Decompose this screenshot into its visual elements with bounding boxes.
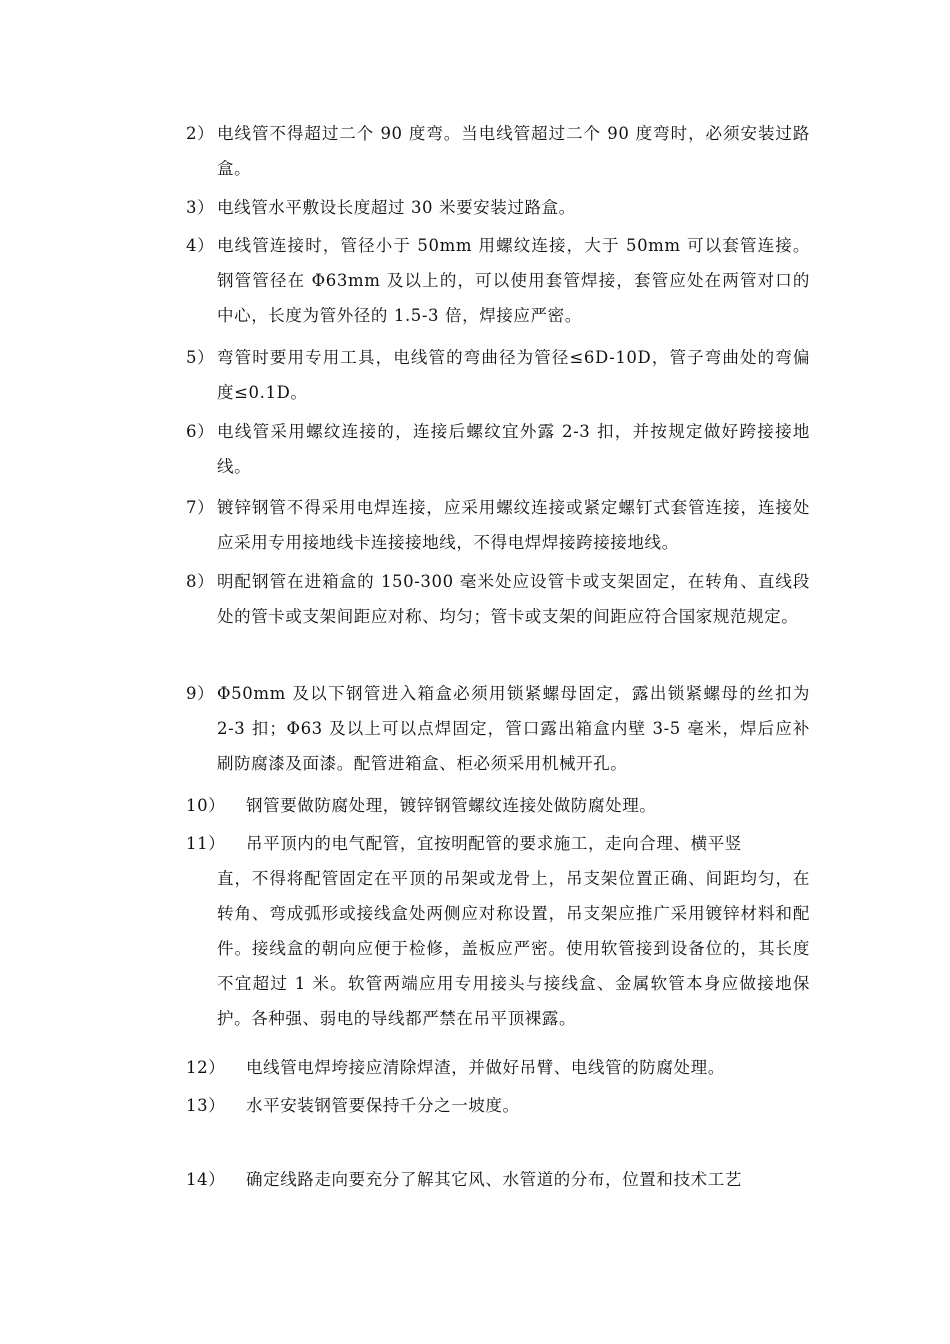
- item-number: 3）: [186, 198, 215, 217]
- list-item: [186, 1050, 810, 1085]
- list-item: [186, 414, 810, 484]
- item-number: 6）: [186, 422, 215, 441]
- list-item: [186, 826, 810, 1036]
- item-text: Φ50mm 及以下钢管进入箱盒必须用锁紧螺母固定，露出锁紧螺母的丝扣为 2-3 扣；Φ63 及以上可以点焊固定，管口露出箱盒内壁 3-5 毫米，焊后应补刷防腐漆及面漆。配管进箱盒、柜必须采用机械开孔。: [217, 684, 810, 773]
- list-item: [186, 190, 810, 225]
- list-item: [186, 228, 810, 333]
- list-item: [186, 490, 810, 560]
- item-number: 8）: [186, 572, 215, 591]
- item-number: 11）: [186, 834, 226, 853]
- item-text: 水平安装钢管要保持千分之一坡度。: [246, 1096, 520, 1115]
- item-text: 电线管电焊垮接应清除焊渣，并做好吊臂、电线管的防腐处理。: [246, 1058, 725, 1077]
- item-text: 电线管不得超过二个 90 度弯。当电线管超过二个 90 度弯时，必须安装过路盒。: [217, 124, 810, 178]
- list-item: [186, 116, 810, 186]
- item-number: 12）: [186, 1058, 226, 1077]
- item-text-first-line: 吊平顶内的电气配管，宜按明配管的要求施工，走向合理、横平竖: [246, 834, 742, 853]
- list-item: [186, 676, 810, 781]
- item-number: 9）: [186, 684, 215, 703]
- item-text: 明配钢管在进箱盒的 150-300 毫米处应设管卡或支架固定，在转角、直线段处的管卡或支架间距应对称、均匀；管卡或支架的间距应符合国家规范规定。: [217, 572, 810, 626]
- item-number: 13）: [186, 1096, 226, 1115]
- item-number: 10）: [186, 796, 226, 815]
- list-item: [186, 340, 810, 410]
- item-text: 镀锌钢管不得采用电焊连接，应采用螺纹连接或紧定螺钉式套管连接，连接处应采用专用接地线卡连接接地线，不得电焊焊接跨接接地线。: [217, 498, 810, 552]
- list-item: [186, 788, 810, 823]
- item-number: 14）: [186, 1170, 226, 1189]
- item-text: 电线管水平敷设长度超过 30 米要安装过路盒。: [217, 198, 576, 217]
- item-text: 确定线路走向要充分了解其它风、水管道的分布，位置和技术工艺: [246, 1170, 742, 1189]
- list-item: [186, 1088, 810, 1123]
- item-text: 钢管要做防腐处理，镀锌钢管螺纹连接处做防腐处理。: [246, 796, 657, 815]
- list-item: [186, 564, 810, 634]
- item-text: 弯管时要用专用工具，电线管的弯曲径为管径≤6D-10D，管子弯曲处的弯偏度≤0.1D。: [217, 348, 810, 402]
- item-text: 电线管连接时，管径小于 50mm 用螺纹连接，大于 50mm 可以套管连接。钢管管径在 Φ63mm 及以上的，可以使用套管焊接，套管应处在两管对口的中心，长度为管外径的 1.5-3 倍，焊接应严密。: [217, 236, 810, 325]
- item-number: 4）: [186, 236, 215, 255]
- item-number: 2）: [186, 124, 215, 143]
- item-number: 5）: [186, 348, 215, 367]
- item-number: 7）: [186, 498, 215, 517]
- item-text: 电线管采用螺纹连接的，连接后螺纹宜外露 2-3 扣，并按规定做好跨接接地线。: [217, 422, 810, 476]
- item-text-continued: 直，不得将配管固定在平顶的吊架或龙骨上，吊支架位置正确、间距均匀，在转角、弯成弧形或接线盒处两侧应对称设置，吊支架应推广采用镀锌材料和配件。接线盒的朝向应便于检修，盖板应严密。使用软管接到设备位的，其长度不宜超过 1 米。软管两端应用专用接头与接线盒、金属软管本身应做接地保护。各种强、弱电的导线都严禁在吊平顶裸露。: [217, 869, 810, 1028]
- list-item: [186, 1162, 810, 1197]
